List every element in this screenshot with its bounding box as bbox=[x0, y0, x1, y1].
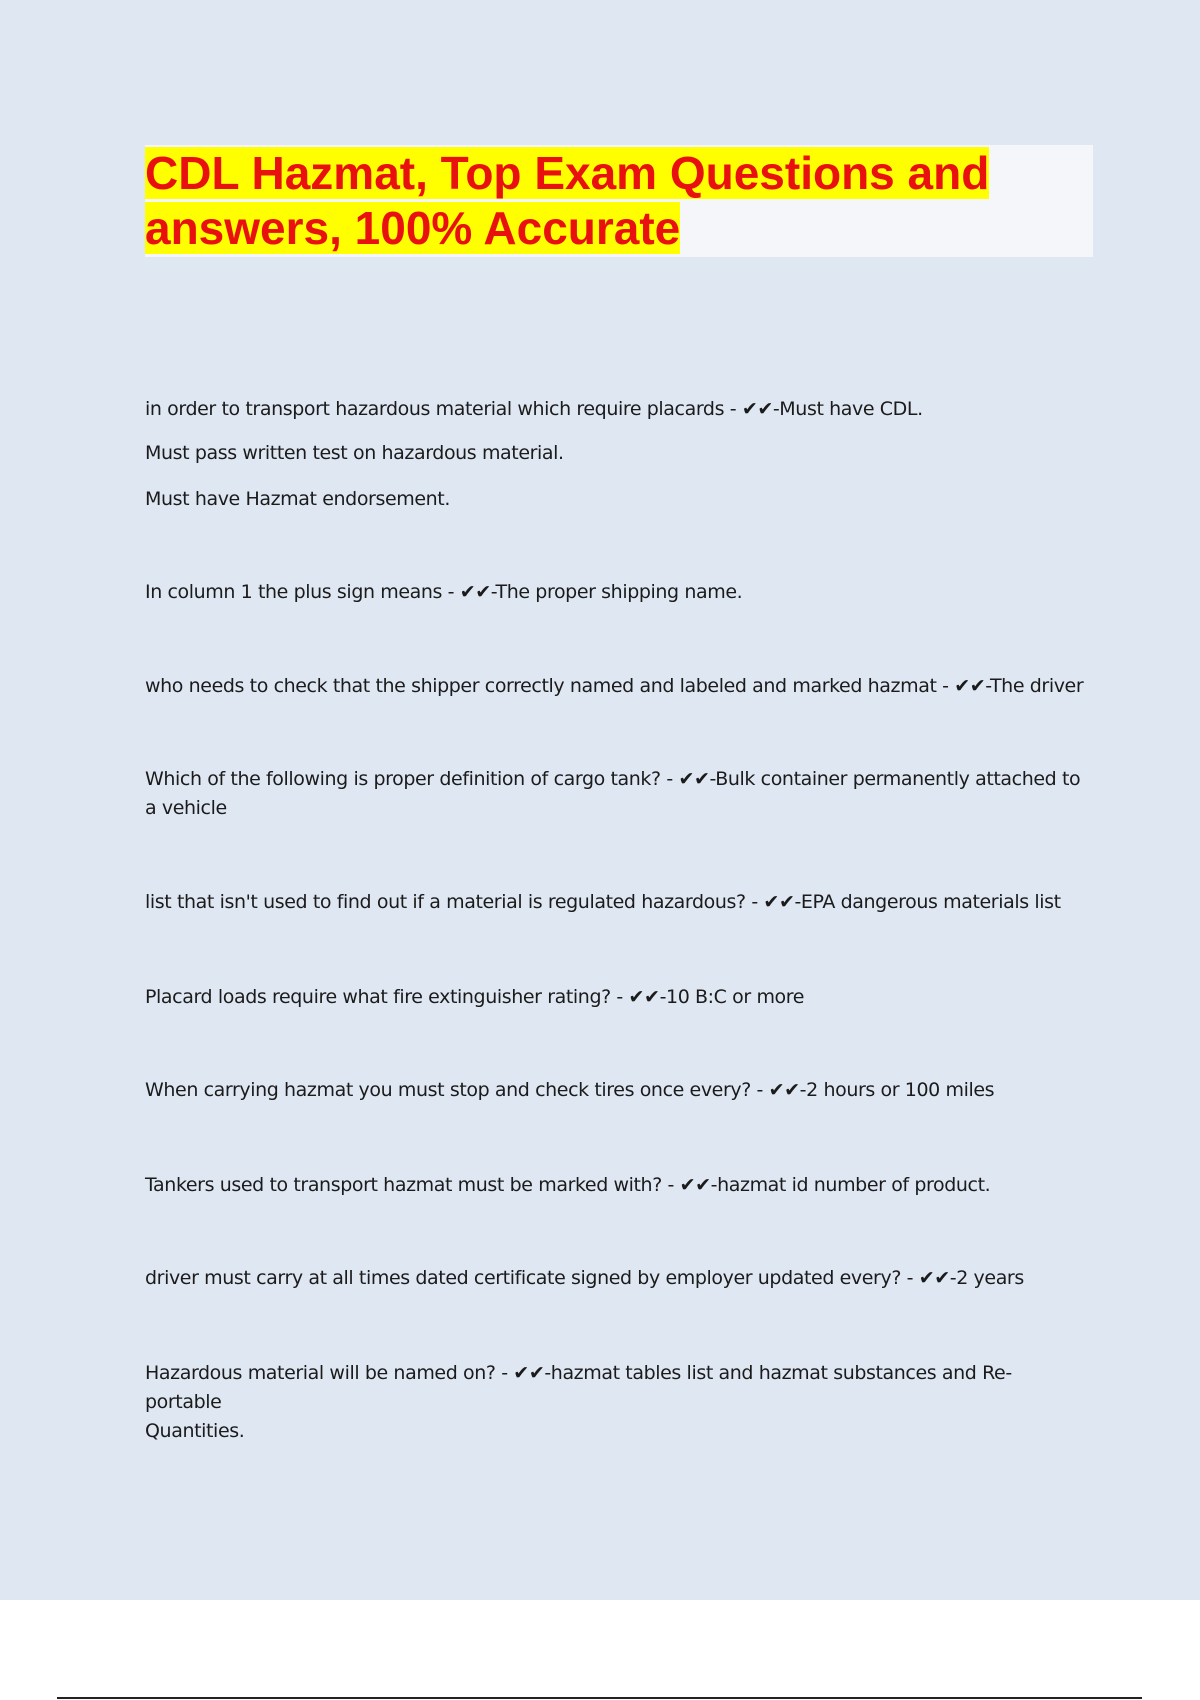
qa-item-6: Placard loads require what fire extinguisher rating? - ✔✔-10 B:C or more bbox=[145, 986, 805, 1008]
qa-item-5: list that isn't used to find out if a material is regulated hazardous? - ✔✔-EPA dangerous materials list bbox=[145, 891, 1061, 913]
qa-item-2: In column 1 the plus sign means - ✔✔-The proper shipping name. bbox=[145, 581, 743, 603]
qa-item-4: Which of the following is proper definition of cargo tank? - ✔✔-Bulk container permanently attached to a vehicle bbox=[145, 768, 1081, 819]
title-line-2: answers, 100% Accurate bbox=[145, 202, 681, 254]
qa-item-7: When carrying hazmat you must stop and check tires once every? - ✔✔-2 hours or 100 miles bbox=[145, 1079, 995, 1101]
qa-item-1-line-2: Must pass written test on hazardous material. bbox=[145, 442, 564, 464]
qa-item-1-line-3: Must have Hazmat endorsement. bbox=[145, 488, 450, 510]
document-title bbox=[145, 146, 1065, 256]
qa-item-10: Hazardous material will be named on? - ✔✔-hazmat tables list and hazmat substances and Re-portable Quantities. bbox=[145, 1362, 1012, 1442]
qa-item-3: who needs to check that the shipper correctly named and labeled and marked hazmat - ✔✔-The driver bbox=[145, 675, 1084, 697]
qa-item-8: Tankers used to transport hazmat must be marked with? - ✔✔-hazmat id number of product. bbox=[145, 1174, 991, 1196]
footer-rule bbox=[57, 1697, 1142, 1699]
qa-item-9: driver must carry at all times dated certificate signed by employer updated every? - ✔✔-2 years bbox=[145, 1267, 1024, 1289]
qa-item-1: in order to transport hazardous material which require placards - ✔✔-Must have CDL. bbox=[145, 398, 923, 420]
title-line-1: CDL Hazmat, Top Exam Questions and bbox=[145, 147, 990, 199]
